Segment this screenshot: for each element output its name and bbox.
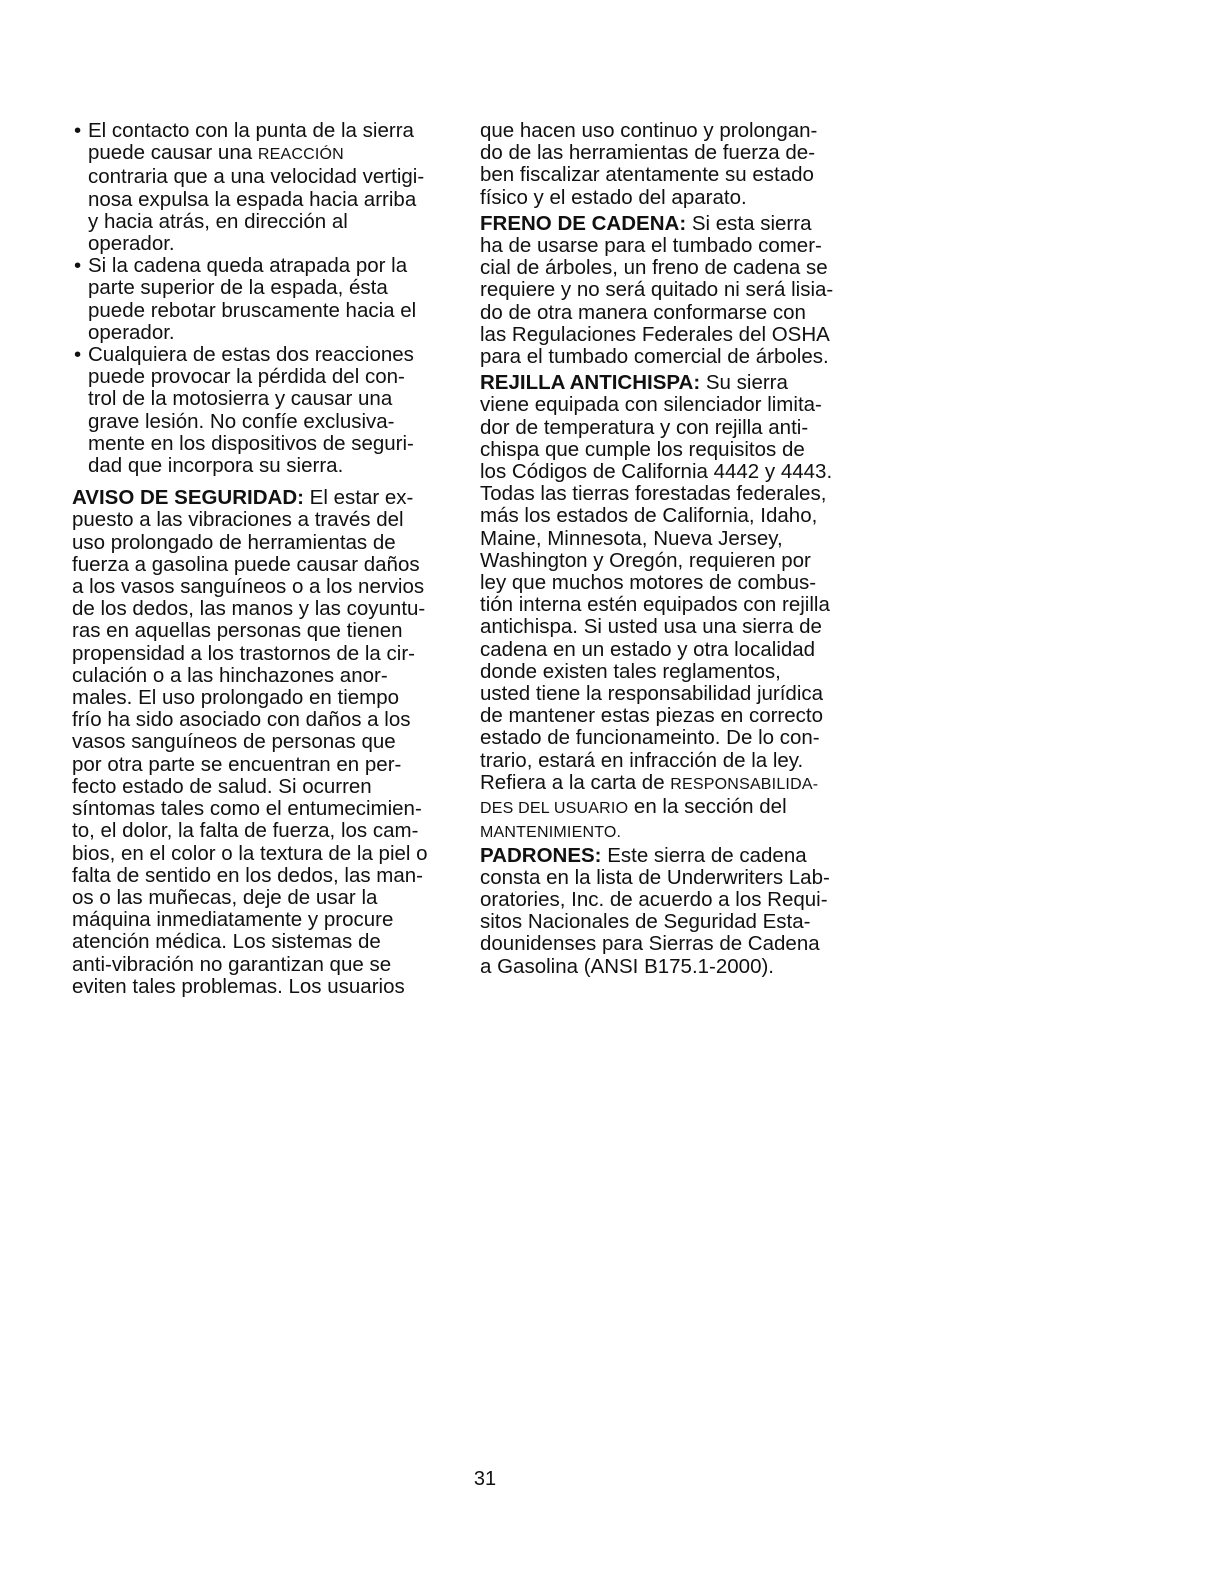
right-column xyxy=(480,120,880,978)
kickback-bullet-list xyxy=(72,120,462,477)
bullet-item-tip-contact: • El contacto con la punta de la sierra puede causar una REACCIÓN contraria que a una velocidad vertigi- nosa expulsa la espada hacia arriba y hacia atrás, en dirección al operador. xyxy=(74,119,425,256)
section-heading: FRENO DE CADENA: xyxy=(480,211,687,235)
aviso-continuation-paragraph: que hacen uso continuo y prolongan- do de las herramientas de fuerza de- ben fiscalizar atentamente su estado físico y el estado del aparato. xyxy=(480,119,818,209)
rejilla-antichispa-paragraph: REJILLA ANTICHISPA: Su sierra viene equipada con silenciador limita- dor de temperatura y con rejilla anti- chispa que cumple los requisitos de los Códigos de California 4442 y 4443. Todas las tierras forestadas federales, más los estados de California, Idaho, Maine, Minnesota, Nueva Jersey, Washington y Oregón, requieren por ley que muchos motores de combus- tión interna estén equipados con rejilla antichispa. Si usted usa una sierra de cadena en un estado y otra localidad donde existen tales reglamentos, usted tiene la responsabilidad jurídica de mantener estas piezas en correcto estado de funcionameinto. De lo con- trario, estará en infracción de la ley. Refiera a la carta de RESPONSABILIDA- DES DEL USUARIO en la sección del MANTENIMIENTO. xyxy=(480,371,833,842)
section-heading: PADRONES: xyxy=(480,843,602,867)
bullet-icon: • xyxy=(74,343,82,367)
aviso-de-seguridad-paragraph: AVISO DE SEGURIDAD: El estar ex- puesto a las vibraciones a través del uso prolongado de herramientas de fuerza a gasolina puede causar daños a los vasos sanguíneos o a los nervios de los dedos, las manos y las coyuntu- ras en aquellas personas que tienen propensidad a los trastornos de la cir- culación o a las hinchazones anor- males. El uso prolongado en tiempo frío ha sido asociado con daños a los vasos sanguíneos de personas que por otra parte se encuentran en per- fecto estado de salud. Si ocurren síntomas tales como el entumecimien- to, el dolor, la falta de fuerza, los cam- bios, en el color o la textura de la piel o falta de sentido en los dedos, las man- os o las muñecas, deje de usar la máquina inmediatamente y procure atención médica. Los sistemas de anti-vibración no garantizan que se eviten tales problemas. Los usuarios xyxy=(72,486,428,998)
section-heading: AVISO DE SEGURIDAD: xyxy=(72,486,304,510)
section-heading: REJILLA ANTICHISPA: xyxy=(480,371,701,395)
page-number: 31 xyxy=(473,1468,497,1490)
bullet-icon: • xyxy=(74,254,82,278)
smallcaps-term: RESPONSABILIDA- xyxy=(670,775,819,793)
smallcaps-term: MANTENIMIENTO. xyxy=(480,824,622,842)
left-column xyxy=(72,120,462,998)
smallcaps-term: DES DEL USUARIO xyxy=(480,800,629,818)
bullet-icon: • xyxy=(74,119,82,142)
smallcaps-term: REACCIÓN xyxy=(257,146,344,164)
bullet-item-chain-pinched: • Si la cadena queda atrapada por la parte superior de la espada, ésta puede rebotar bruscamente hacia el operador. xyxy=(74,254,417,344)
freno-de-cadena-paragraph: FRENO DE CADENA: Si esta sierra ha de usarse para el tumbado comer- cial de árboles, un freno de cadena se requiere y no será quitado ni será lisia- do de otra manera conformarse con las Regulaciones Federales del OSHA para el tumbado comercial de árboles. xyxy=(480,211,834,369)
bullet-item-loss-of-control: • Cualquiera de estas dos reacciones puede provocar la pérdida del con- trol de la motosierra y causar una grave lesión. No confíe exclusiva- mente en los dispositivos de seguri- dad que incorpora su sierra. xyxy=(74,343,414,478)
padrones-paragraph: PADRONES: Este sierra de cadena consta en la lista de Underwriters Lab- oratories, Inc. de acuerdo a los Requi- sitos Nacionales de Seguridad Esta- dounidenses para Sierras de Cadena a Gasolina (ANSI B175.1-2000). xyxy=(480,843,830,978)
